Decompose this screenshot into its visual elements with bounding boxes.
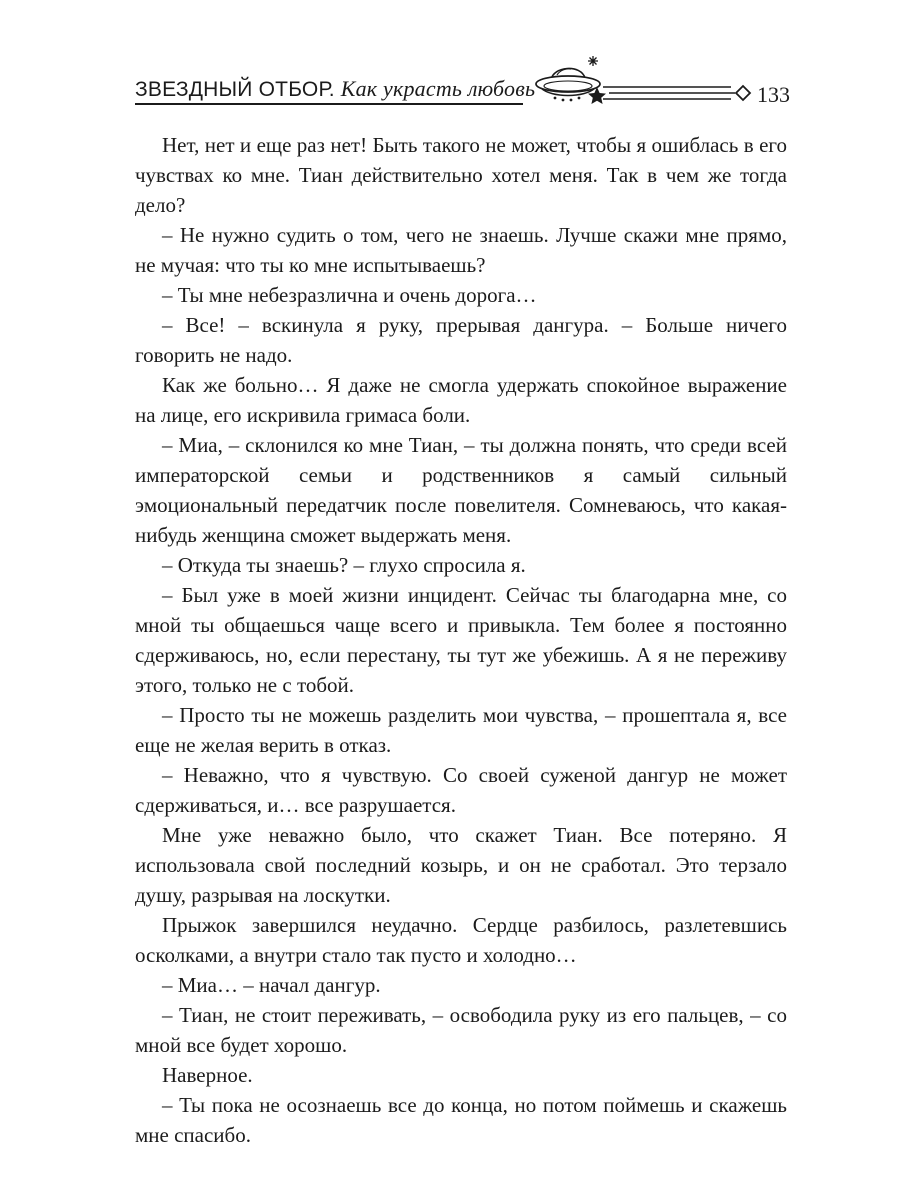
paragraph: – Все! – вскинула я руку, прерывая дангура. – Больше ничего говорить не надо. [135, 313, 787, 367]
paragraph: – Миа, – склонился ко мне Тиан, – ты должна понять, что среди всей императорской семьи и родственников я самый сильный эмоциональный передатчик после повелителя. Сомневаюсь, что какая-нибудь женщина сможет выдержать меня. [135, 433, 787, 547]
paragraph: – Был уже в моей жизни инцидент. Сейчас ты благодарна мне, со мной ты общаешься чаще всего и привыкла. Тем более я постоянно сдерживаюсь, но, если перестану, ты тут же убежишь. А я не переживу этого, только не с тобой. [135, 583, 787, 697]
header-rule [603, 80, 753, 108]
paragraph: – Неважно, что я чувствую. Со своей суженой дангур не может сдерживаться, и… все разрушается. [135, 763, 787, 817]
page-number: 133 [757, 82, 790, 107]
paragraph: – Миа… – начал дангур. [162, 973, 381, 997]
paragraph: Прыжок завершился неудачно. Сердце разбилось, разлетевшись осколками, а внутри стало так пусто и холодно… [135, 913, 787, 967]
paragraph: Мне уже неважно было, что скажет Тиан. Все потеряно. Я использовала свой последний козырь, и он не сработал. Это терзало душу, разрывая на лоскутки. [135, 823, 787, 907]
diamond-icon [736, 86, 750, 100]
paragraph: – Тиан, не стоит переживать, – освободила руку из его пальцев, – со мной все будет хорошо. [135, 1003, 787, 1057]
paragraph: – Просто ты не можешь разделить мои чувства, – прошептала я, все еще не желая верить в отказ. [135, 703, 787, 757]
paragraph: Наверное. [162, 1063, 253, 1087]
header-underline [135, 103, 523, 105]
star-icon [588, 56, 598, 66]
running-title [135, 76, 535, 102]
paragraph: – Ты мне небезразлична и очень дорога… [162, 283, 537, 307]
book-title: Как украсть любовь [340, 76, 536, 101]
paragraph: – Не нужно судить о том, чего не знаешь. Лучше скажи мне прямо, не мучая: что ты ко мне испытываешь? [135, 223, 787, 277]
body-text [135, 130, 787, 1150]
paragraph: – Ты пока не осознаешь все до конца, но потом поймешь и скажешь мне спасибо. [135, 1093, 787, 1147]
series-title: ЗВЕЗДНЫЙ ОТБОР. [135, 78, 335, 101]
running-header [135, 62, 790, 118]
paragraph: Как же больно… Я даже не смогла удержать спокойное выражение на лице, его искривила гримаса боли. [135, 373, 787, 427]
paragraph: Нет, нет и еще раз нет! Быть такого не может, чтобы я ошиблась в его чувствах ко мне. Тиан действительно хотел меня. Так в чем же тогда дело? [135, 133, 787, 217]
paragraph: – Откуда ты знаешь? – глухо спросила я. [162, 553, 526, 577]
